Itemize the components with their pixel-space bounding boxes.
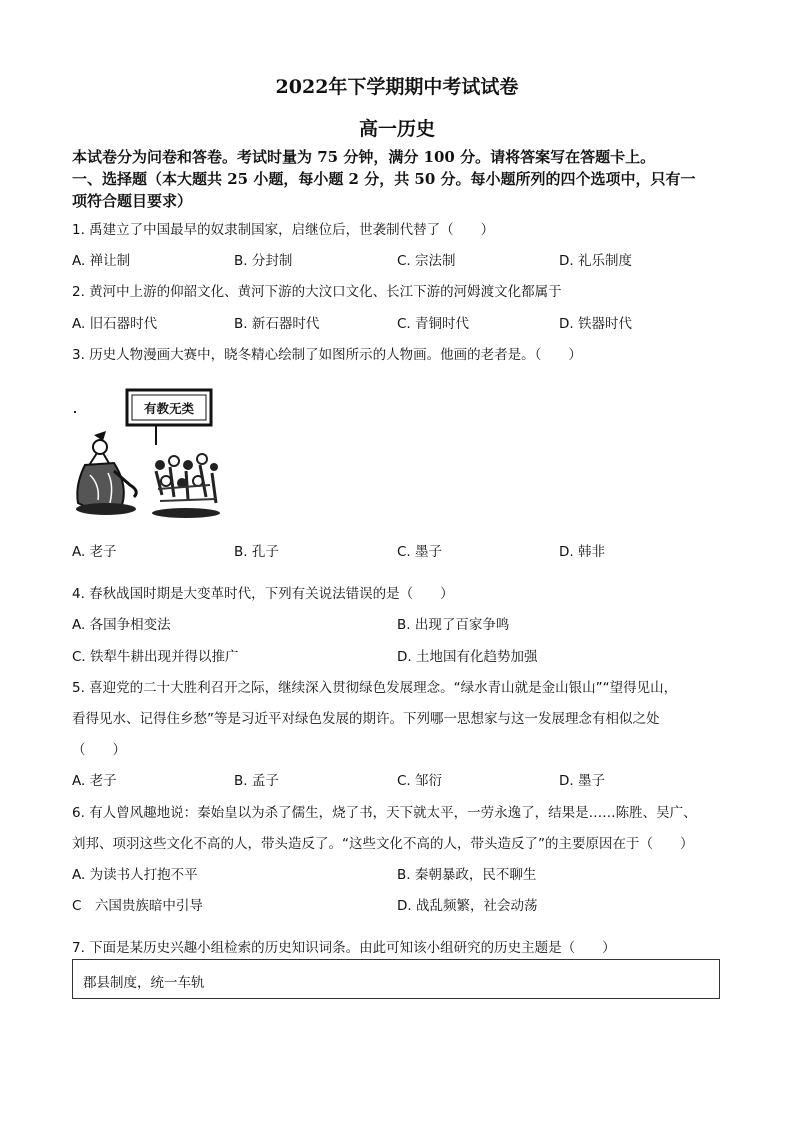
q5-stem-line-3: （ ） xyxy=(72,742,126,758)
q3-option-c: C. 墨子 xyxy=(397,544,443,560)
q4-stem: 4. 春秋战国时期是大变革时代，下列有关说法错误的是（ ） xyxy=(72,586,454,602)
q5-stem-line-1: 5. 喜迎党的二十大胜利召开之际，继续深入贯彻绿色发展理念。“绿水青山就是金山银山”“望得见山， xyxy=(72,680,678,696)
q1-stem: 1. 禹建立了中国最早的奴隶制国家，启继位后，世袭制代替了（ ） xyxy=(72,222,495,238)
q5-option-b: B. 孟子 xyxy=(234,773,279,789)
q5-option-c: C. 邹衍 xyxy=(397,773,443,789)
q2-option-b: B. 新石器时代 xyxy=(234,316,320,332)
q3-option-d: D. 韩非 xyxy=(559,544,605,560)
cartoon-illustration xyxy=(70,385,220,525)
intro-line-1: 本试卷分为问卷和答卷。考试时量为 75 分钟，满分 100 分。请将答案写在答题卡上。 xyxy=(72,148,656,166)
q5-option-d: D. 墨子 xyxy=(559,773,605,789)
intro-line-3: 项符合题目要求） xyxy=(72,192,193,210)
q5-stem-line-2: 看得见水、记得住乡愁”等是习近平对绿色发展的期许。下列哪一思想家与这一发展理念有相似之处 xyxy=(72,711,660,727)
q4-option-b: B. 出现了百家争鸣 xyxy=(397,617,510,633)
q2-option-c: C. 青铜时代 xyxy=(397,316,470,332)
q4-option-d: D. 土地国有化趋势加强 xyxy=(397,649,538,665)
q7-entry-text: 郡县制度，统一车轨 xyxy=(83,975,205,991)
exam-title: 2022年下学期期中考试试卷 xyxy=(275,76,519,98)
q2-stem: 2. 黄河中上游的仰韶文化、黄河下游的大汶口文化、长江下游的河姆渡文化都属于 xyxy=(72,284,562,300)
q6-option-a: A. 为读书人打抱不平 xyxy=(72,867,198,883)
q7-stem: 7. 下面是某历史兴趣小组检索的历史知识词条。由此可知该小组研究的历史主题是（ ） xyxy=(72,940,616,956)
old-man-figure xyxy=(76,431,136,515)
cartoon-sign-text: 有教无类 xyxy=(143,401,195,416)
exam-subject: 高一历史 xyxy=(358,118,435,140)
intro-line-2: 一、选择题（本大题共 25 小题，每小题 2 分，共 50 分。每小题所列的四个选项中，只有一 xyxy=(72,170,696,188)
q2-option-d: D. 铁器时代 xyxy=(559,316,632,332)
q2-option-a: A. 旧石器时代 xyxy=(72,316,158,332)
q1-option-b: B. 分封制 xyxy=(234,253,293,269)
q4-option-c: C. 铁犁牛耕出现并得以推广 xyxy=(72,649,239,665)
q1-option-a: A. 禅让制 xyxy=(72,253,131,269)
q3-stem: 3. 历史人物漫画大赛中，晓冬精心绘制了如图所示的人物画。他画的老者是。（ ） xyxy=(72,347,582,363)
q6-stem-line-2: 刘邦、项羽这些文化不高的人，带头造反了。“这些文化不高的人，带头造反了”的主要原因在于（ ） xyxy=(72,836,694,852)
q6-option-c: C 六国贵族暗中引导 xyxy=(72,898,203,914)
q6-stem-line-1: 6. 有人曾风趣地说：秦始皇以为杀了儒生，烧了书，天下就太平，一劳永逸了，结果是……陈胜、吴广、 xyxy=(72,805,697,821)
q4-option-a: A. 各国争相变法 xyxy=(72,617,171,633)
q1-option-d: D. 礼乐制度 xyxy=(559,253,632,269)
q3-option-b: B. 孔子 xyxy=(234,544,279,560)
q6-option-d: D. 战乱频繁，社会动荡 xyxy=(397,898,538,914)
q3-option-a: A. 老子 xyxy=(72,544,117,560)
q1-option-c: C. 宗法制 xyxy=(397,253,456,269)
q6-option-b: B. 秦朝暴政，民不聊生 xyxy=(397,867,537,883)
q5-option-a: A. 老子 xyxy=(72,773,117,789)
q7-entry-box xyxy=(72,959,720,999)
students-group xyxy=(152,454,220,518)
